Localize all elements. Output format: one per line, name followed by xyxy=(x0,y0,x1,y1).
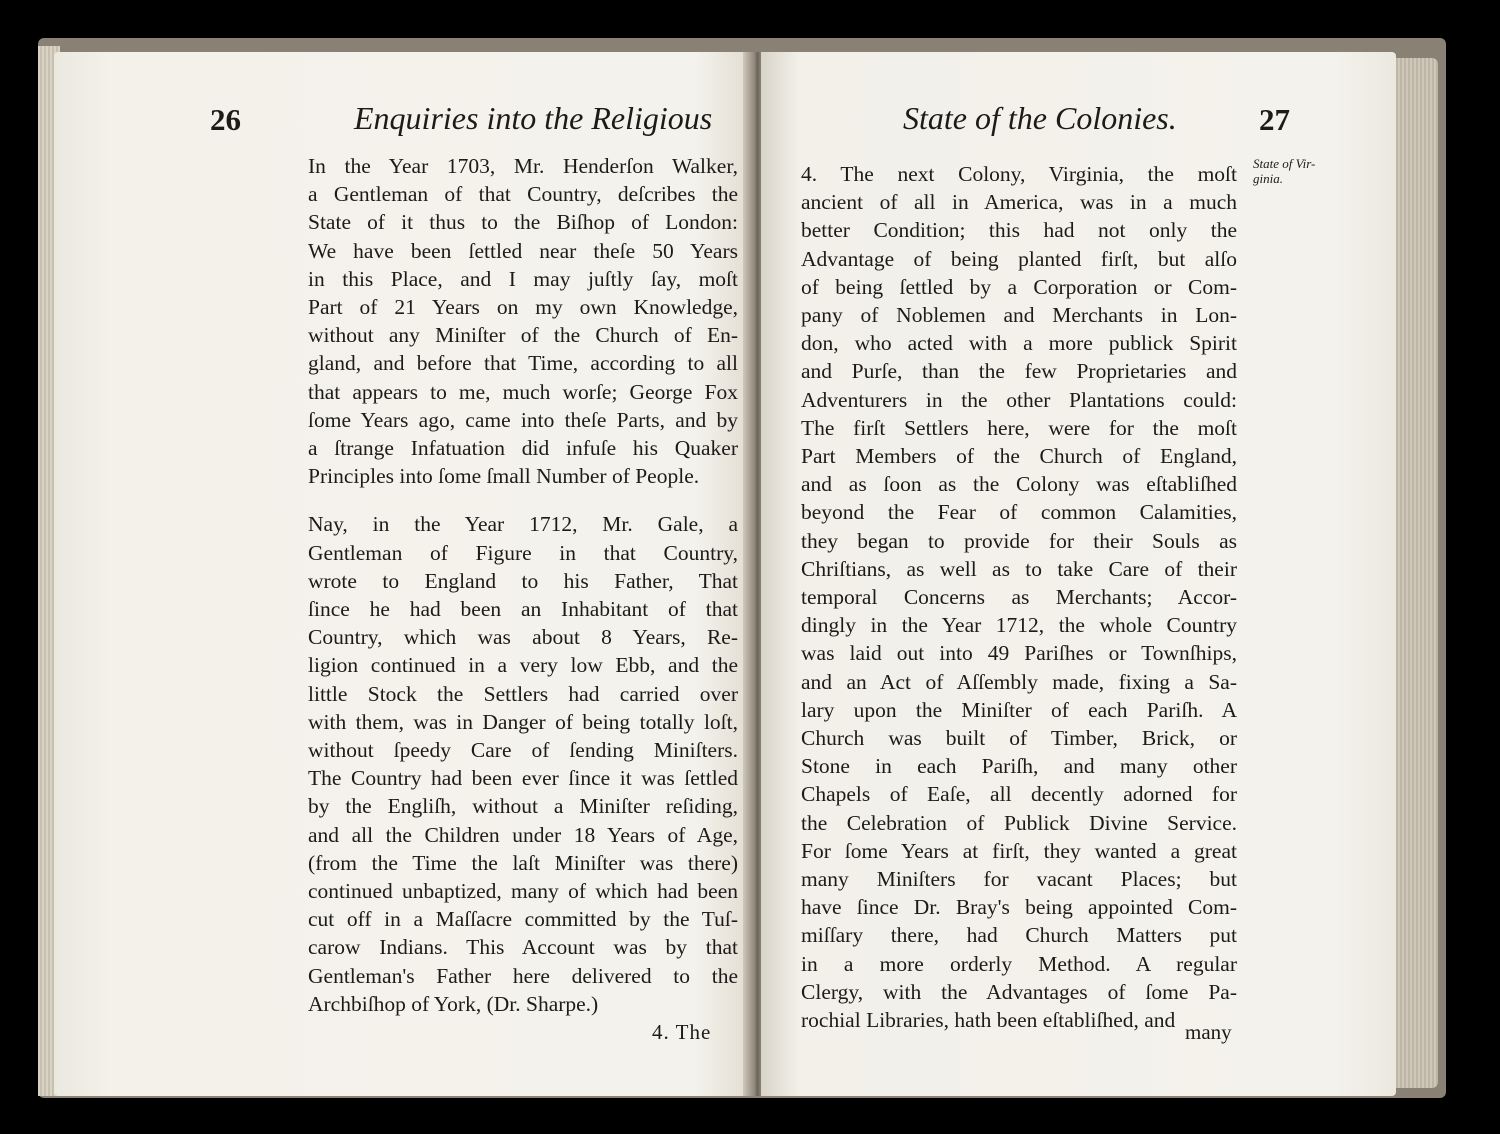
text-line: Gentleman's Father here delivered to the xyxy=(308,963,738,988)
text-line: rochial Libraries, hath been eſtabliſhed, and xyxy=(801,1008,1176,1033)
text-line: in a more orderly Method. A regular xyxy=(801,951,1237,976)
text-line: State of it thus to the Biſhop of London: xyxy=(308,210,738,235)
text-line: continued unbaptized, many of which had been xyxy=(308,879,738,904)
text-line: and Purſe, than the few Proprietaries and xyxy=(801,359,1237,384)
text-line: better Condition; this had not only the xyxy=(801,218,1237,243)
catchword-right: many xyxy=(1185,1020,1232,1044)
text-line: they began to provide for their Souls as xyxy=(801,528,1237,553)
text-line: We have been ſettled near theſe 50 Years xyxy=(308,238,738,263)
text-line: a Gentleman of that Country, deſcribes the xyxy=(308,182,738,207)
text-line: Country, which was about 8 Years, Re- xyxy=(308,625,738,650)
page-number-right: 27 xyxy=(1259,102,1290,137)
text-line: Church was built of Timber, Brick, or xyxy=(801,726,1237,751)
left-page xyxy=(54,52,751,1096)
text-line: and all the Children under 18 Years of Age, xyxy=(308,822,738,847)
text-line: without any Miniſter of the Church of En- xyxy=(308,323,738,348)
open-book xyxy=(38,38,1446,1098)
text-line: Advantage of being planted firſt, but alſo xyxy=(801,246,1237,271)
text-line: of being ſettled by a Corporation or Com- xyxy=(801,274,1237,299)
text-line: with them, was in Danger of being totally loſt, xyxy=(308,709,738,734)
left-body-text xyxy=(308,152,738,1018)
text-line: many Miniſters for vacant Places; but xyxy=(801,867,1237,892)
text-line: beyond the Fear of common Calamities, xyxy=(801,500,1237,525)
text-line: Gentleman of Figure in that Country, xyxy=(308,540,738,565)
text-line: Nay, in the Year 1712, Mr. Gale, a xyxy=(308,512,738,537)
text-line: by the Engliſh, without a Miniſter reſiding, xyxy=(308,794,738,819)
text-line: Archbiſhop of York, (Dr. Sharpe.) xyxy=(308,991,599,1016)
text-line: in this Place, and I may juſtly ſay, moſt xyxy=(308,266,738,291)
text-line: ſome Years ago, came into theſe Parts, and by xyxy=(308,407,738,432)
text-line: ancient of all in America, was in a much xyxy=(801,190,1237,215)
text-line: Chriſtians, as well as to take Care of their xyxy=(801,556,1237,581)
page-number-left: 26 xyxy=(210,102,241,137)
running-head-right: State of the Colonies. xyxy=(903,100,1177,136)
text-line: pany of Noblemen and Merchants in Lon- xyxy=(801,303,1237,328)
text-line: carow Indians. This Account was by that xyxy=(308,935,738,960)
text-line: temporal Concerns as Merchants; Accor- xyxy=(801,585,1237,610)
text-line: Stone in each Pariſh, and many other xyxy=(801,754,1237,779)
running-head-left: Enquiries into the Religious xyxy=(354,100,713,136)
text-line: have ſince Dr. Bray's being appointed Com- xyxy=(801,895,1237,920)
text-line: the Celebration of Publick Divine Service. xyxy=(801,810,1237,835)
right-body-text xyxy=(801,160,1237,1034)
text-line: In the Year 1703, Mr. Henderſon Walker, xyxy=(308,154,738,178)
text-line: Principles into ſome ſmall Number of People. xyxy=(308,464,700,489)
text-line: ſince he had been an Inhabitant of that xyxy=(308,597,738,622)
text-line: don, who acted with a more publick Spirit xyxy=(801,331,1237,356)
text-line: ligion continued in a very low Ebb, and the xyxy=(308,653,738,678)
text-line: and as ſoon as the Colony was eſtabliſhed xyxy=(801,472,1237,497)
catchword-left: 4. The xyxy=(652,1020,712,1044)
text-line: The firſt Settlers here, were for the moſt xyxy=(801,415,1237,440)
text-line: dingly in the Year 1712, the whole Country xyxy=(801,613,1237,638)
text-line: Part Members of the Church of England, xyxy=(801,444,1237,469)
text-line: gland, and before that Time, according to all xyxy=(308,351,738,376)
text-line: (from the Time the laſt Miniſter was there) xyxy=(308,850,738,875)
right-page xyxy=(761,52,1396,1096)
text-line: little Stock the Settlers had carried over xyxy=(308,681,738,706)
text-line: Part of 21 Years on my own Knowledge, xyxy=(308,295,738,320)
text-line: Adventurers in the other Plantations could: xyxy=(801,387,1237,412)
text-line: miſſary there, had Church Matters put xyxy=(801,923,1237,948)
text-line: Clergy, with the Advantages of ſome Pa- xyxy=(801,979,1237,1004)
paragraph-gap xyxy=(308,490,738,510)
text-line: lary upon the Miniſter of each Pariſh. A xyxy=(801,697,1237,722)
text-line: Chapels of Eaſe, all decently adorned for xyxy=(801,782,1237,807)
text-line: a ſtrange Infatuation did infuſe his Quaker xyxy=(308,436,738,461)
text-line: The Country had been ever ſince it was ſettled xyxy=(308,766,738,791)
text-line: For ſome Years at firſt, they wanted a great xyxy=(801,838,1237,863)
margin-note: State of Vir-ginia. xyxy=(1253,156,1316,186)
text-line: without ſpeedy Care of ſending Miniſters. xyxy=(308,738,738,763)
text-line: was laid out into 49 Pariſhes or Townſhips, xyxy=(801,641,1237,666)
text-line: that appears to me, much worſe; George Fox xyxy=(308,379,738,404)
text-line: cut off in a Maſſacre committed by the Tuſ- xyxy=(308,907,738,932)
text-line: 4. The next Colony, Virginia, the moſt xyxy=(801,162,1237,186)
text-line: and an Act of Aſſembly made, fixing a Sa- xyxy=(801,669,1237,694)
text-line: wrote to England to his Father, That xyxy=(308,568,738,593)
